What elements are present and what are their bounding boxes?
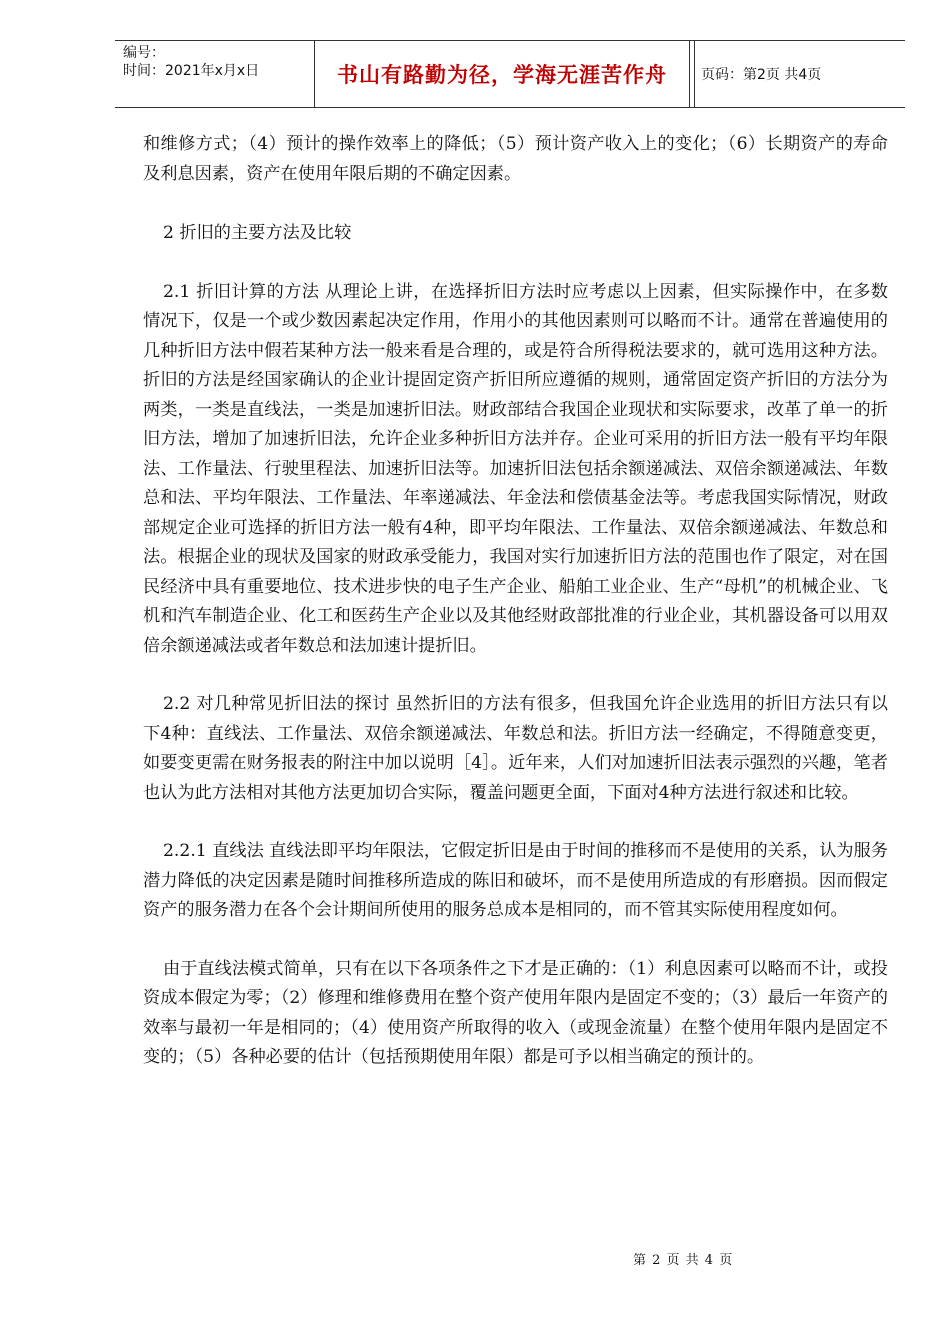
page-header (115, 40, 905, 108)
header-page-cell (701, 41, 905, 107)
paragraph-straight-line-conditions: 由于直线法模式简单，只有在以下各项条件之下才是正确的：（1）利息因素可以略而不计，或投资成本假定为零；（2）修理和维修费用在整个资产使用年限内是固定不变的；（3）最后一年资产的效率与最初一年是相同的；（4）使用资产所取得的收入（或现金流量）在整个使用年限内是固定不变的；（5）各种必要的估计（包括预期使用年限）都是可予以相当确定的预计的。 (143, 958, 888, 1067)
paragraph-2-2: 2.2 对几种常见折旧法的探讨 虽然折旧的方法有很多，但我国允许企业选用的折旧方法只有以下4种：直线法、工作量法、双倍余额递减法、年数总和法。折旧方法一经确定，不得随意变更，如要变更需在财务报表的附注中加以说明［4］。近年来，人们对加速折旧法表示强烈的兴趣，笔者也认为此方法相对其他方法更加切合实际，覆盖问题更全面，下面对4种方法进行叙述和比较。 (143, 694, 888, 803)
header-motto-cell (315, 41, 690, 107)
document-body (143, 130, 888, 1102)
header-motto: 书山有路勤为径，学海无涯苦作舟 (337, 63, 667, 87)
paragraph-2-2-1: 2.2.1 直线法 直线法即平均年限法，它假定折旧是由于时间的推移而不是使用的关系，认为服务潜力降低的决定因素是随时间推移所造成的陈旧和破坏，而不是使用所造成的有形磨损。因而假定资产的服务潜力在各个会计期间所使用的服务总成本是相同的，而不管其实际使用程度如何。 (143, 841, 888, 920)
header-meta (115, 41, 315, 107)
section-heading: 2 折旧的主要方法及比较 (163, 223, 352, 243)
paragraph-2-1: 2.1 折旧计算的方法 从理论上讲，在选择折旧方法时应考虑以上因素，但实际操作中，在多数情况下，仅是一个或少数因素起决定作用，作用小的其他因素则可以略而不计。通常在普遍使用的几种折旧方法中假若某种方法一般来看是合理的，或是符合所得税法要求的，就可选用这种方法。折旧的方法是经国家确认的企业计提固定资产折旧所应遵循的规则，通常固定资产折旧的方法分为两类，一类是直线法，一类是加速折旧法。财政部结合我国企业现状和实际要求，改革了单一的折旧方法，增加了加速折旧法，允许企业多种折旧方法并存。企业可采用的折旧方法一般有平均年限法、工作量法、行驶里程法、加速折旧法等。加速折旧法包括余额递减法、双倍余额递减法、年数总和法、平均年限法、工作量法、年率递减法、年金法和偿债基金法等。考虑我国实际情况，财政部规定企业可选择的折旧方法一般有4种，即平均年限法、工作量法、双倍余额递减法、年数总和法。根据企业的现状及国家的财政承受能力，我国对实行加速折旧方法的范围也作了限定，对在国民经济中具有重要地位、技术进步快的电子生产企业、船舶工业企业、生产“母机”的机械企业、飞机和汽车制造企业、化工和医药生产企业以及其他经财政部批准的行业企业，其机器设备可以用双倍余额递减法或者年数总和法加速计提折旧。 (143, 281, 888, 656)
paragraph-continuation: 和维修方式；（4）预计的操作效率上的降低；（5）预计资产收入上的变化；（6）长期资产的寿命及利息因素，资产在使用年限后期的不确定因素。 (143, 134, 888, 184)
header-page-info: 页码：第2页 共4页 (701, 67, 822, 83)
page-footer: 第 2 页 共 4 页 (633, 1253, 734, 1268)
doc-number-label: 编号： (123, 45, 165, 61)
time-label: 时间：2021年x月x日 (123, 63, 260, 79)
header-divider (690, 41, 695, 107)
